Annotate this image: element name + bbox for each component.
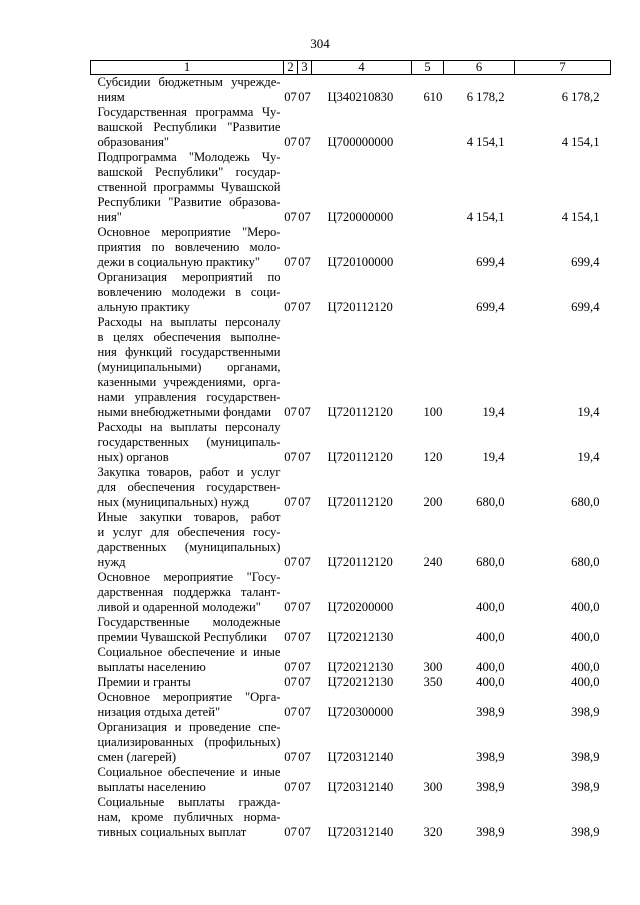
pr-code: 07 <box>298 780 311 794</box>
row-name <box>91 225 284 270</box>
row-name-line: Иные закупки товаров, работ <box>97 510 281 524</box>
table-row <box>91 225 611 270</box>
amount-col-7: 400,0 <box>571 660 600 674</box>
amount-col-6: 699,4 <box>476 300 505 314</box>
table-header-row <box>91 61 611 75</box>
row-name <box>91 270 284 315</box>
table-row <box>91 315 611 420</box>
row-name-line: вовлечению молодежи в соци- <box>97 285 281 299</box>
row-name-line: низация отдыха детей" <box>97 705 221 719</box>
budget-table <box>90 60 611 840</box>
expense-type <box>412 615 444 645</box>
row-name-line: ливой и одаренной молодежи" <box>97 600 261 614</box>
row-name-line: Организация мероприятий по <box>97 270 281 284</box>
amount-col-7: 680,0 <box>571 495 600 509</box>
amount-col-7: 398,9 <box>571 825 600 839</box>
pr-code: 07 <box>298 300 311 314</box>
table-row <box>91 75 611 106</box>
table-row <box>91 765 611 795</box>
target-article: Ц720112120 <box>327 450 393 464</box>
pr-code: 07 <box>298 825 311 839</box>
row-name <box>91 510 284 570</box>
target-article: Ц700000000 <box>327 135 394 149</box>
pr-code: 07 <box>298 135 311 149</box>
row-name <box>91 420 284 465</box>
row-name-line: ниям <box>97 90 125 104</box>
rz-code: 07 <box>284 450 297 464</box>
row-name-line: Премии и гранты <box>97 675 191 689</box>
pr-code: 07 <box>298 705 311 719</box>
row-name-line: Государственная программа Чу- <box>97 105 281 119</box>
header-col-6: 6 <box>444 61 515 75</box>
pr-code: 07 <box>298 600 311 614</box>
target-article: Ц720212130 <box>327 630 394 644</box>
expense-type: 350 <box>423 675 443 689</box>
rz-code: 07 <box>284 300 297 314</box>
table-row <box>91 420 611 465</box>
row-name-line: Субсидии бюджетным учрежде- <box>97 75 281 89</box>
rz-code: 07 <box>284 405 297 419</box>
expense-type: 120 <box>423 450 443 464</box>
row-name <box>91 570 284 615</box>
row-name-line: дарственная поддержка талант- <box>97 585 281 599</box>
row-name-line: для обеспечения государствен- <box>97 480 281 494</box>
header-col-3: 3 <box>298 61 312 75</box>
row-name-line: Основное мероприятие "Меро- <box>97 225 281 239</box>
table-row <box>91 675 611 690</box>
row-name-line: ными внебюджетными фондами <box>97 405 272 419</box>
target-article: Ц720112120 <box>327 405 393 419</box>
amount-col-6: 400,0 <box>476 660 505 674</box>
row-name-line: Расходы на выплаты персоналу <box>97 315 281 329</box>
amount-col-6: 680,0 <box>476 555 505 569</box>
row-name-line: (муниципальными) органами, <box>97 360 281 374</box>
amount-col-7: 400,0 <box>571 600 600 614</box>
rz-code: 07 <box>284 780 297 794</box>
table-row <box>91 795 611 840</box>
target-article: Ц720212130 <box>327 675 394 689</box>
amount-col-7: 398,9 <box>571 780 600 794</box>
row-name-line: Государственные молодежные <box>97 615 281 629</box>
amount-col-7: 398,9 <box>571 705 600 719</box>
rz-code: 07 <box>284 705 297 719</box>
table-row <box>91 720 611 765</box>
rz-code: 07 <box>284 495 297 509</box>
amount-col-6: 4 154,1 <box>466 210 505 224</box>
amount-col-6: 398,9 <box>476 825 505 839</box>
row-name-line: ных) органов <box>97 450 169 464</box>
amount-col-7: 4 154,1 <box>561 135 600 149</box>
table-row <box>91 690 611 720</box>
row-name <box>91 720 284 765</box>
expense-type: 200 <box>423 495 443 509</box>
row-name <box>91 105 284 150</box>
row-name-line: Социальное обеспечение и иные <box>97 765 281 779</box>
table-row <box>91 615 611 645</box>
row-name-line: казенными учреждениями, орга- <box>97 375 281 389</box>
rz-code: 07 <box>284 555 297 569</box>
amount-col-6: 680,0 <box>476 495 505 509</box>
table-row <box>91 570 611 615</box>
row-name-line: Закупка товаров, работ и услуг <box>97 465 281 479</box>
amount-col-6: 398,9 <box>476 705 505 719</box>
amount-col-7: 699,4 <box>571 300 600 314</box>
amount-col-6: 6 178,2 <box>466 90 505 104</box>
row-name <box>91 615 284 645</box>
amount-col-7: 6 178,2 <box>561 90 600 104</box>
row-name-line: нами управления государствен- <box>97 390 281 404</box>
expense-type <box>412 720 444 765</box>
target-article: Ц720112120 <box>327 300 393 314</box>
row-name-line: ных (муниципальных) нужд <box>97 495 249 509</box>
row-name-line: альную практику <box>97 300 190 314</box>
table-row <box>91 510 611 570</box>
expense-type <box>412 570 444 615</box>
row-name <box>91 765 284 795</box>
table-row <box>91 270 611 315</box>
rz-code: 07 <box>284 90 297 104</box>
amount-col-6: 400,0 <box>476 600 505 614</box>
row-name <box>91 645 284 675</box>
pr-code: 07 <box>298 675 311 689</box>
target-article: Ц720312140 <box>327 750 394 764</box>
amount-col-6: 4 154,1 <box>466 135 505 149</box>
target-article: Ц720112120 <box>327 555 393 569</box>
target-article: Ц720200000 <box>327 600 394 614</box>
row-name-line: нужд <box>97 555 126 569</box>
row-name-line: ственной программы Чувашской <box>97 180 281 194</box>
row-name-line: смен (лагерей) <box>97 750 177 764</box>
row-name-line: приятия по вовлечению моло- <box>97 240 281 254</box>
expense-type: 100 <box>423 405 443 419</box>
table-row <box>91 105 611 150</box>
amount-col-7: 19,4 <box>577 450 600 464</box>
target-article: Ц720112120 <box>327 495 393 509</box>
header-col-7: 7 <box>515 61 611 75</box>
rz-code: 07 <box>284 255 297 269</box>
target-article: Ц720312140 <box>327 825 394 839</box>
expense-type <box>412 690 444 720</box>
row-name <box>91 150 284 225</box>
pr-code: 07 <box>298 450 311 464</box>
row-name-line: Организация и проведение спе- <box>97 720 281 734</box>
pr-code: 07 <box>298 555 311 569</box>
amount-col-7: 400,0 <box>571 675 600 689</box>
expense-type <box>412 270 444 315</box>
expense-type: 240 <box>423 555 443 569</box>
amount-col-7: 19,4 <box>577 405 600 419</box>
table-body <box>91 75 611 841</box>
target-article: Ц720100000 <box>327 255 394 269</box>
amount-col-7: 398,9 <box>571 750 600 764</box>
row-name-line: циализированных (профильных) <box>97 735 281 749</box>
row-name-line: ния функций государственными <box>97 345 281 359</box>
pr-code: 07 <box>298 750 311 764</box>
amount-col-6: 400,0 <box>476 675 505 689</box>
row-name-line: вашской Республики "Развитие <box>97 120 281 134</box>
table-row <box>91 645 611 675</box>
row-name-line: Социальное обеспечение и иные <box>97 645 281 659</box>
expense-type <box>412 105 444 150</box>
pr-code: 07 <box>298 405 311 419</box>
expense-type: 320 <box>423 825 443 839</box>
amount-col-7: 680,0 <box>571 555 600 569</box>
rz-code: 07 <box>284 750 297 764</box>
amount-col-6: 400,0 <box>476 630 505 644</box>
row-name-line: вашской Республики" государ- <box>97 165 281 179</box>
header-col-2: 2 <box>284 61 298 75</box>
expense-type: 300 <box>423 780 443 794</box>
target-article: Ц340210830 <box>327 90 394 104</box>
pr-code: 07 <box>298 630 311 644</box>
header-col-1: 1 <box>91 61 284 75</box>
target-article: Ц720000000 <box>327 210 394 224</box>
row-name-line: Республики "Развитие образова- <box>97 195 281 209</box>
rz-code: 07 <box>284 630 297 644</box>
row-name-line: тивных социальных выплат <box>97 825 247 839</box>
table-row <box>91 465 611 510</box>
expense-type: 300 <box>423 660 443 674</box>
rz-code: 07 <box>284 660 297 674</box>
row-name-line: дарственных (муниципальных) <box>97 540 281 554</box>
pr-code: 07 <box>298 210 311 224</box>
expense-type <box>412 225 444 270</box>
row-name-line: выплаты населению <box>97 780 206 794</box>
amount-col-7: 4 154,1 <box>561 210 600 224</box>
rz-code: 07 <box>284 675 297 689</box>
header-col-5: 5 <box>412 61 444 75</box>
expense-type: 610 <box>423 90 443 104</box>
row-name <box>91 75 284 106</box>
rz-code: 07 <box>284 825 297 839</box>
row-name <box>91 675 284 690</box>
amount-col-6: 19,4 <box>482 405 505 419</box>
amount-col-7: 699,4 <box>571 255 600 269</box>
amount-col-6: 398,9 <box>476 750 505 764</box>
pr-code: 07 <box>298 660 311 674</box>
row-name-line: Подпрограмма "Молодежь Чу- <box>97 150 281 164</box>
rz-code: 07 <box>284 600 297 614</box>
row-name-line: Расходы на выплаты персоналу <box>97 420 281 434</box>
target-article: Ц720212130 <box>327 660 394 674</box>
page-number: 304 <box>310 36 330 51</box>
pr-code: 07 <box>298 495 311 509</box>
row-name-line: образования" <box>97 135 170 149</box>
pr-code: 07 <box>298 255 311 269</box>
row-name-line: государственных (муниципаль- <box>97 435 281 449</box>
row-name-line: и услуг для обеспечения госу- <box>97 525 281 539</box>
expense-type <box>412 150 444 225</box>
pr-code: 07 <box>298 90 311 104</box>
row-name-line: выплаты населению <box>97 660 206 674</box>
row-name-line: дежи в социальную практику" <box>97 255 261 269</box>
row-name-line: Социальные выплаты гражда- <box>97 795 281 809</box>
row-name <box>91 795 284 840</box>
row-name <box>91 315 284 420</box>
row-name <box>91 690 284 720</box>
row-name-line: ния" <box>97 210 122 224</box>
row-name-line: премии Чувашской Республики <box>97 630 267 644</box>
amount-col-6: 19,4 <box>482 450 505 464</box>
table-row <box>91 150 611 225</box>
rz-code: 07 <box>284 210 297 224</box>
row-name <box>91 465 284 510</box>
rz-code: 07 <box>284 135 297 149</box>
row-name-line: Основное мероприятие "Орга- <box>97 690 281 704</box>
row-name-line: Основное мероприятие "Госу- <box>97 570 281 584</box>
amount-col-7: 400,0 <box>571 630 600 644</box>
amount-col-6: 398,9 <box>476 780 505 794</box>
amount-col-6: 699,4 <box>476 255 505 269</box>
target-article: Ц720312140 <box>327 780 394 794</box>
row-name-line: в целях обеспечения выполне- <box>97 330 281 344</box>
row-name-line: нам, кроме публичных норма- <box>97 810 281 824</box>
target-article: Ц720300000 <box>327 705 394 719</box>
header-col-4: 4 <box>312 61 412 75</box>
